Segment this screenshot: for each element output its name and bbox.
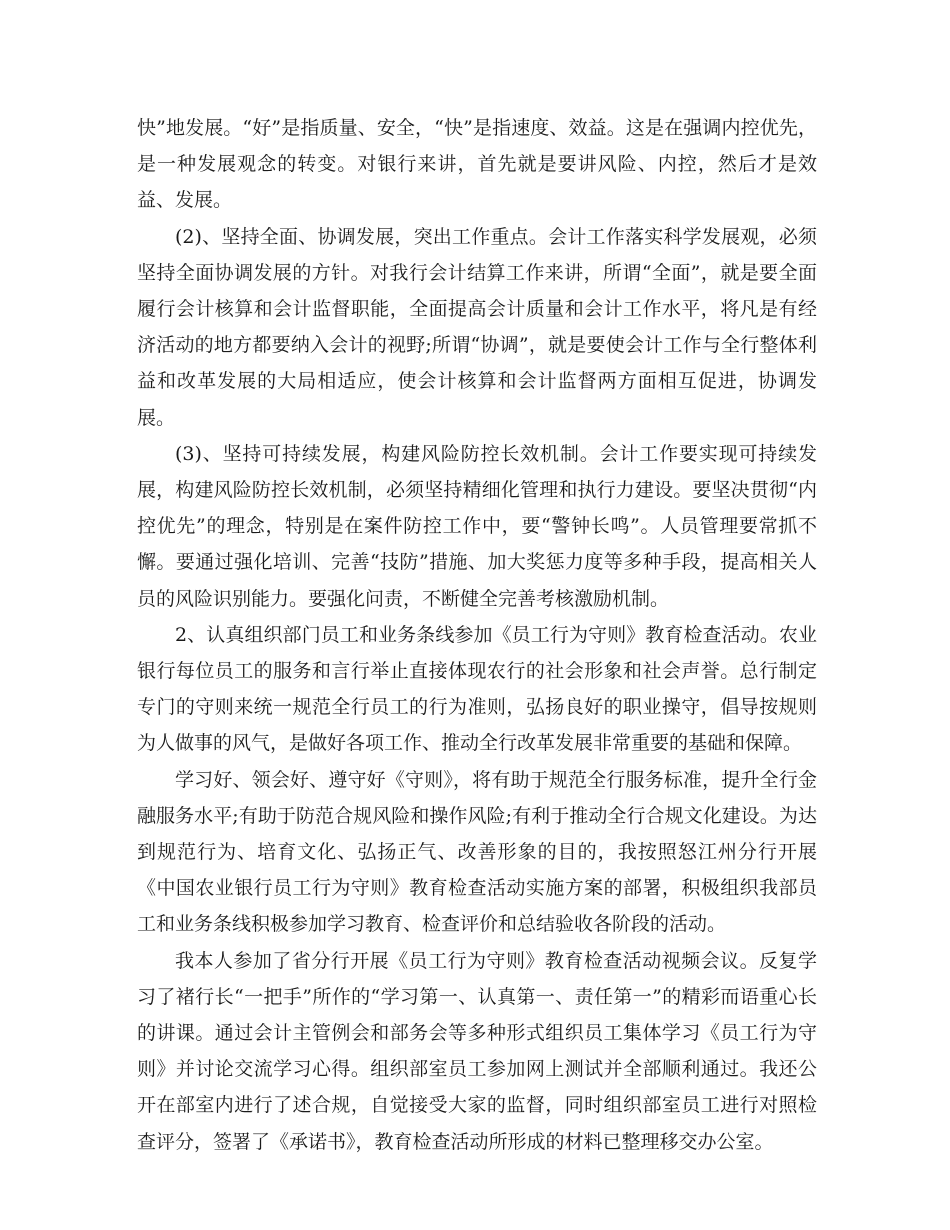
paragraph-4: 2、认真组织部门员工和业务条线参加《员工行为守则》教育检查活动。农业银行每位员工的服务和言行举止直接体现农行的社会形象和社会声誉。总行制定专门的守则来统一规范全行员工的行为准则，弘扬良好的职业操守，倡导按规则为人做事的风气，是做好各项工作、推动全行改革发展非常重要的基础和保障。 (137, 623, 817, 755)
document-body (137, 110, 817, 1160)
paragraph-2: (2)、坚持全面、协调发展，突出工作重点。会计工作落实科学发展观，必须坚持全面协调发展的方针。对我行会计结算工作来讲，所谓“全面”，就是要全面履行会计核算和会计监督职能，全面提高会计质量和会计工作水平，将凡是有经济活动的地方都要纳入会计的视野;所谓“协调”，就是要使会计工作与全行整体利益和改革发展的大局相适应，使会计核算和会计监督两方面相互促进，协调发展。 (137, 225, 817, 429)
paragraph-6: 我本人参加了省分行开展《员工行为守则》教育检查活动视频会议。反复学习了褚行长“一把手”所作的“学习第一、认真第一、责任第一”的精彩而语重心长的讲课。通过会计主管例会和部务会等多种形式组织员工集体学习《员工行为守则》并讨论交流学习心得。组织部室员工参加网上测试并全部顺利通过。我还公开在部室内进行了述合规，自觉接受大家的监督，同时组织部室员工进行对照检查评分，签署了《承诺书》，教育检查活动所形成的材料已整理移交办公室。 (137, 949, 817, 1153)
paragraph-3: (3)、坚持可持续发展，构建风险防控长效机制。会计工作要实现可持续发展，构建风险防控长效机制，必须坚持精细化管理和执行力建设。要坚决贯彻“内控优先”的理念，特别是在案件防控工作中，要“警钟长鸣”。人员管理要常抓不懈。要通过强化培训、完善“技防”措施、加大奖惩力度等多种手段，提高相关人员的风险识别能力。要强化问责，不断健全完善考核激励机制。 (137, 442, 817, 610)
paragraph-5: 学习好、领会好、遵守好《守则》，将有助于规范全行服务标准，提升全行金融服务水平;有助于防范合规风险和操作风险;有利于推动全行合规文化建设。为达到规范行为、培育文化、弘扬正气、改善形象的目的，我按照怒江州分行开展《中国农业银行员工行为守则》教育检查活动实施方案的部署，积极组织我部员工和业务条线积极参加学习教育、检查评价和总结验收各阶段的活动。 (137, 768, 817, 936)
paragraph-1: 快”地发展。“好”是指质量、安全，“快”是指速度、效益。这是在强调内控优先，是一种发展观念的转变。对银行来讲，首先就是要讲风险、内控，然后才是效益、发展。 (137, 117, 817, 212)
